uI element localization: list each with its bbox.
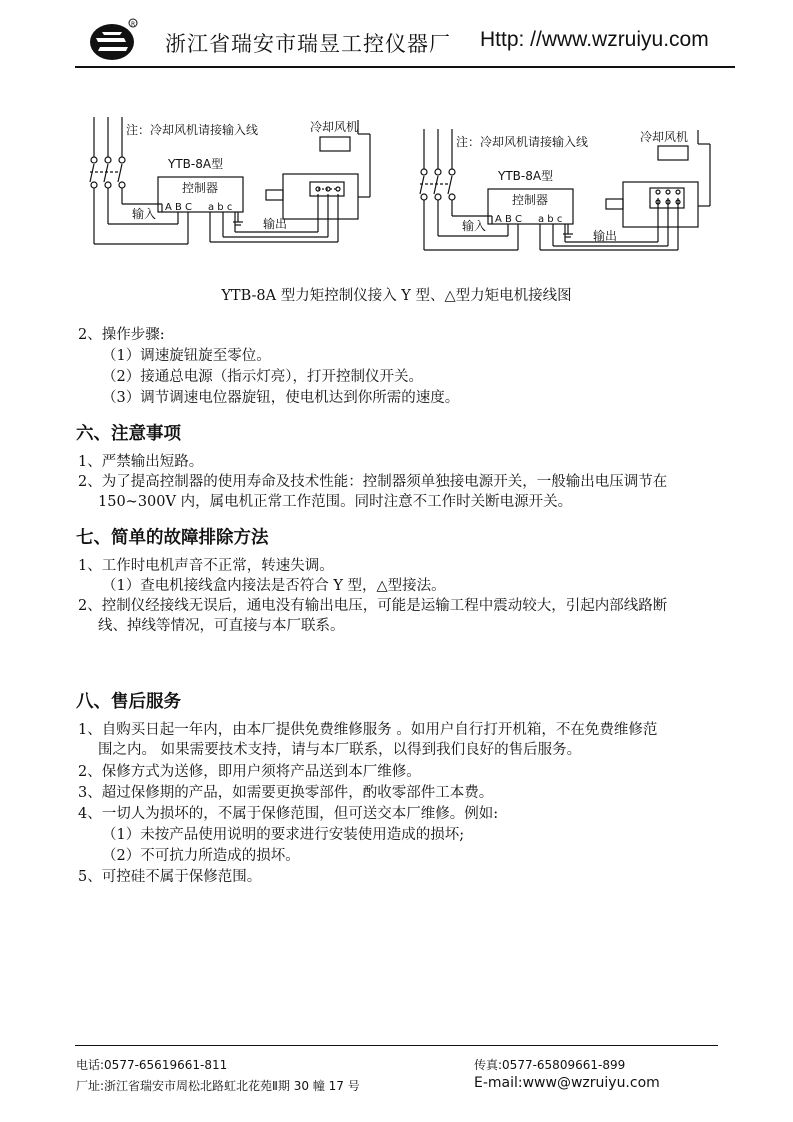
precaution-line: 1、严禁输出短路。 bbox=[78, 454, 204, 470]
service-line: （1）未按产品使用说明的要求进行安装使用造成的损坏; bbox=[102, 827, 465, 843]
footer-address: 厂址:浙江省瑞安市周松北路虹北花苑Ⅱ期 30 幢 17 号 bbox=[76, 1079, 360, 1093]
section-heading-precautions: 六、注意事项 bbox=[76, 424, 181, 444]
svg-text:输出: 输出 bbox=[593, 229, 618, 243]
service-line: 围之内。 如果需要技术支持，请与本厂联系，以得到我们良好的售后服务。 bbox=[98, 742, 582, 758]
company-name: 浙江省瑞安市瑞昱工控仪器厂 bbox=[165, 32, 451, 56]
svg-text:冷却风机: 冷却风机 bbox=[640, 130, 689, 144]
service-line: 2、保修方式为送修，即用户须将产品送到本厂维修。 bbox=[78, 764, 421, 780]
svg-text:R: R bbox=[131, 21, 136, 28]
svg-text:控制器: 控制器 bbox=[182, 181, 219, 195]
diagram-caption: YTB-8A 型力矩控制仪接入 Y 型、△型力矩电机接线图 bbox=[221, 288, 572, 304]
troubleshooting-line: 线、掉线等情况，可直接与本厂联系。 bbox=[98, 618, 345, 634]
svg-text:输入: 输入 bbox=[132, 207, 157, 221]
troubleshooting-line: 1、工作时电机声音不正常，转速失调。 bbox=[78, 558, 334, 574]
service-line: 3、超过保修期的产品，如需要更换零部件，酌收零部件工本费。 bbox=[78, 785, 494, 801]
wiring-diagram-delta bbox=[420, 129, 710, 250]
step-item: （1）调速旋钮旋至零位。 bbox=[102, 348, 271, 364]
section-heading-service: 八、售后服务 bbox=[76, 692, 181, 712]
wiring-diagram-y bbox=[90, 117, 370, 244]
company-logo bbox=[88, 18, 140, 62]
svg-text:输入: 输入 bbox=[462, 219, 487, 233]
service-line: 4、一切人为损坏的，不属于保修范围，但可送交本厂维修。例如: bbox=[78, 806, 499, 822]
svg-text:YTB-8A型: YTB-8A型 bbox=[498, 169, 554, 183]
service-line: 1、自购买日起一年内，由本厂提供免费维修服务 。如用户自行打开机箱，不在免费维修范 bbox=[78, 722, 658, 738]
troubleshooting-line: 2、控制仪经接线无误后，通电没有输出电压，可能是运输工程中震动较大，引起内部线路断 bbox=[78, 598, 668, 614]
precaution-line: 150~300V 内，属电机正常工作范围。同时注意不工作时关断电源开关。 bbox=[98, 494, 573, 510]
precaution-line: 2、为了提高控制器的使用寿命及技术性能：控制器须单独接电源开关，一般输出电压调节在 bbox=[78, 474, 668, 490]
steps-title: 2、操作步骤: bbox=[78, 327, 165, 343]
svg-text:冷却风机: 冷却风机 bbox=[310, 120, 359, 134]
wiring-diagram bbox=[88, 112, 728, 266]
svg-text:a b c: a b c bbox=[538, 214, 563, 225]
svg-text:YTB-8A型: YTB-8A型 bbox=[168, 157, 224, 171]
service-line: 5、可控硅不属于保修范围。 bbox=[78, 869, 262, 885]
svg-text:A B C: A B C bbox=[165, 202, 193, 213]
svg-text:输出: 输出 bbox=[263, 217, 288, 231]
svg-text:a b c: a b c bbox=[208, 202, 233, 213]
section-heading-troubleshooting: 七、简单的故障排除方法 bbox=[76, 528, 269, 548]
header-divider bbox=[75, 66, 735, 68]
step-item: （3）调节调速电位器旋钮，使电机达到你所需的速度。 bbox=[102, 390, 460, 406]
footer-email[interactable]: E-mail:www@wzruiyu.com bbox=[474, 1075, 660, 1091]
step-item: （2）接通总电源（指示灯亮），打开控制仪开关。 bbox=[102, 369, 423, 385]
website-url[interactable]: Http: //www.wzruiyu.com bbox=[480, 28, 709, 51]
svg-text:注：冷却风机请接输入线: 注：冷却风机请接输入线 bbox=[456, 135, 589, 149]
service-line: （2）不可抗力所造成的损坏。 bbox=[102, 848, 300, 864]
svg-text:A B C: A B C bbox=[495, 214, 523, 225]
footer-phone: 电话:0577-65619661-811 bbox=[76, 1058, 228, 1072]
svg-text:注：冷却风机请接输入线: 注：冷却风机请接输入线 bbox=[126, 123, 259, 137]
footer-fax: 传真:0577-65809661-899 bbox=[474, 1058, 626, 1072]
svg-text:控制器: 控制器 bbox=[512, 193, 549, 207]
footer-divider bbox=[75, 1045, 718, 1046]
troubleshooting-line: （1）查电机接线盒内接法是否符合 Y 型，△型接法。 bbox=[102, 578, 446, 594]
